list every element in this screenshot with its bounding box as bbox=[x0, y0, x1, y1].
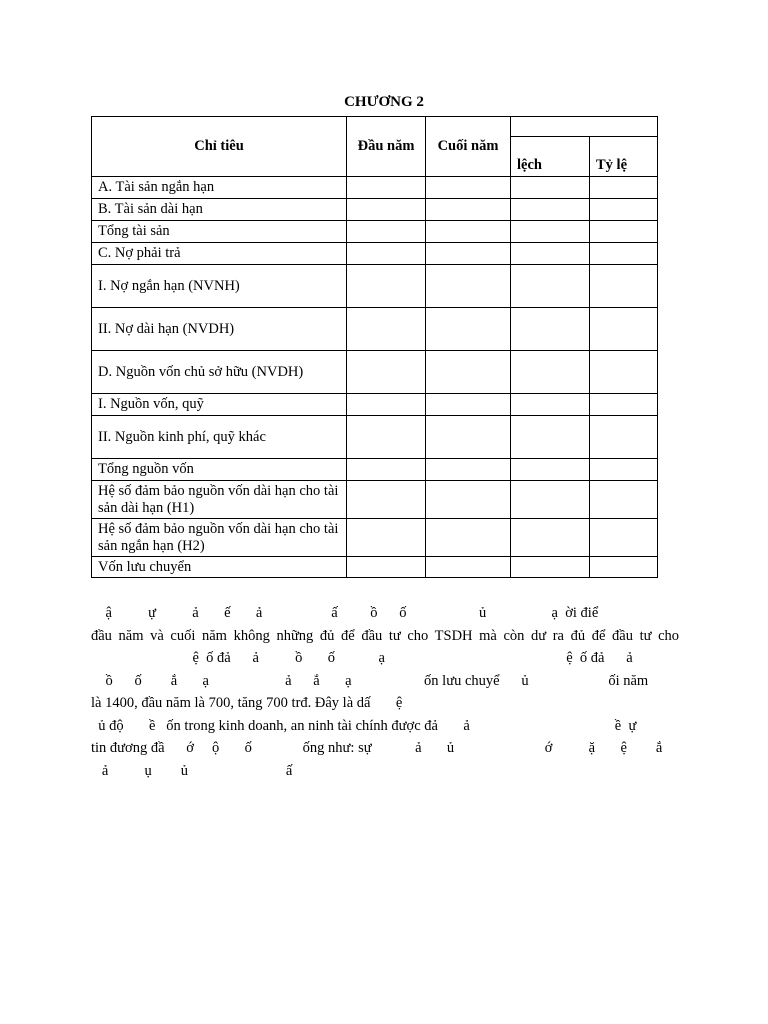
balance-analysis-table bbox=[91, 116, 658, 578]
row-label: D. Nguồn vốn chủ sở hữu (NVDH) bbox=[92, 351, 347, 394]
cell bbox=[511, 351, 590, 394]
table-row bbox=[92, 177, 658, 199]
row-label: A. Tài sản ngắn hạn bbox=[92, 177, 347, 199]
cell bbox=[511, 221, 590, 243]
cell bbox=[590, 557, 658, 578]
table-row bbox=[92, 557, 658, 578]
cell bbox=[590, 394, 658, 416]
cell bbox=[426, 459, 511, 481]
cell bbox=[426, 221, 511, 243]
cell bbox=[426, 308, 511, 351]
cell bbox=[347, 308, 426, 351]
cell bbox=[347, 481, 426, 519]
row-label: II. Nguồn kinh phí, quỹ khác bbox=[92, 416, 347, 459]
cell bbox=[347, 177, 426, 199]
cell bbox=[590, 416, 658, 459]
cell bbox=[426, 519, 511, 557]
cell bbox=[511, 308, 590, 351]
table-row bbox=[92, 416, 658, 459]
cell bbox=[347, 199, 426, 221]
cell bbox=[511, 416, 590, 459]
cell bbox=[590, 265, 658, 308]
row-label: C. Nợ phải trả bbox=[92, 243, 347, 265]
cell bbox=[347, 221, 426, 243]
paragraph-line: ồ ố ắ ạ ả ắ ạ ốn lưu chuyể ủ ối năm bbox=[91, 672, 649, 689]
cell bbox=[511, 557, 590, 578]
table-row bbox=[92, 308, 658, 351]
cell bbox=[511, 519, 590, 557]
cell bbox=[590, 519, 658, 557]
cell bbox=[590, 243, 658, 265]
cell bbox=[590, 177, 658, 199]
table-row bbox=[92, 459, 658, 481]
cell bbox=[511, 199, 590, 221]
cell bbox=[590, 481, 658, 519]
cell bbox=[590, 459, 658, 481]
row-label: Tổng nguồn vốn bbox=[92, 459, 347, 481]
cell bbox=[347, 416, 426, 459]
table-row bbox=[92, 481, 658, 519]
cell bbox=[347, 557, 426, 578]
table-row bbox=[92, 199, 658, 221]
cell bbox=[426, 481, 511, 519]
paragraph-line: ả ụ ủ ấ bbox=[91, 762, 293, 779]
row-label: Vốn lưu chuyển bbox=[92, 557, 347, 578]
table-row bbox=[92, 394, 658, 416]
table-row bbox=[92, 519, 658, 557]
cell bbox=[426, 199, 511, 221]
cell bbox=[347, 394, 426, 416]
cell bbox=[347, 459, 426, 481]
table-row bbox=[92, 243, 658, 265]
table-row bbox=[92, 221, 658, 243]
cell bbox=[426, 394, 511, 416]
cell bbox=[590, 308, 658, 351]
paragraph-line: là 1400, đầu năm là 700, tăng 700 trđ. Đây là dấ ệ bbox=[91, 695, 403, 711]
cell bbox=[426, 351, 511, 394]
header-change-group bbox=[511, 117, 658, 137]
row-label: B. Tài sản dài hạn bbox=[92, 199, 347, 221]
cell bbox=[590, 351, 658, 394]
cell bbox=[347, 265, 426, 308]
cell bbox=[426, 243, 511, 265]
paragraph-line: ậ ự ả ế ả ấ ồ ố ủ ạ ời điể bbox=[91, 605, 599, 621]
row-label: Hệ số đảm bảo nguồn vốn dài hạn cho tài sản ngắn hạn (H2) bbox=[92, 519, 347, 557]
cell bbox=[347, 519, 426, 557]
cell bbox=[426, 177, 511, 199]
cell bbox=[511, 481, 590, 519]
paragraph-line: tin đương đầ ớ ộ ố ống như: sự ả ủ ớ ặ ệ ắ bbox=[91, 740, 663, 756]
cell bbox=[511, 394, 590, 416]
cell bbox=[590, 221, 658, 243]
paragraph-line: ệ ố đả ả ồ ố ạ ệ ố đả ả bbox=[91, 650, 633, 666]
cell bbox=[426, 557, 511, 578]
chapter-title: CHƯƠNG 2 bbox=[344, 94, 424, 110]
header-ratio: Tỷ lệ bbox=[590, 137, 658, 177]
header-begin-year: Đầu năm bbox=[347, 117, 426, 177]
table-row bbox=[92, 265, 658, 308]
paragraph-line: đầu năm và cuối năm không những đủ để đầu tư cho TSDH mà còn dư ra đủ để đầu tư cho bbox=[91, 627, 679, 644]
row-label: Hệ số đảm bảo nguồn vốn dài hạn cho tài sản dài hạn (H1) bbox=[92, 481, 347, 519]
analysis-paragraph bbox=[91, 602, 679, 782]
cell bbox=[511, 243, 590, 265]
cell bbox=[590, 199, 658, 221]
cell bbox=[426, 265, 511, 308]
header-end-year: Cuối năm bbox=[426, 117, 511, 177]
row-label: I. Nợ ngắn hạn (NVNH) bbox=[92, 265, 347, 308]
cell bbox=[347, 243, 426, 265]
cell bbox=[511, 459, 590, 481]
cell bbox=[511, 177, 590, 199]
cell bbox=[426, 416, 511, 459]
cell bbox=[511, 265, 590, 308]
header-difference: lệch bbox=[511, 137, 590, 177]
cell bbox=[347, 351, 426, 394]
paragraph-line: ủ độ ề ốn trong kinh doanh, an ninh tài chính được đả ả ề ự bbox=[91, 717, 637, 734]
row-label: II. Nợ dài hạn (NVDH) bbox=[92, 308, 347, 351]
header-indicator: Chỉ tiêu bbox=[92, 117, 347, 177]
row-label: Tổng tài sản bbox=[92, 221, 347, 243]
row-label: I. Nguồn vốn, quỹ bbox=[92, 394, 347, 416]
table-row bbox=[92, 351, 658, 394]
